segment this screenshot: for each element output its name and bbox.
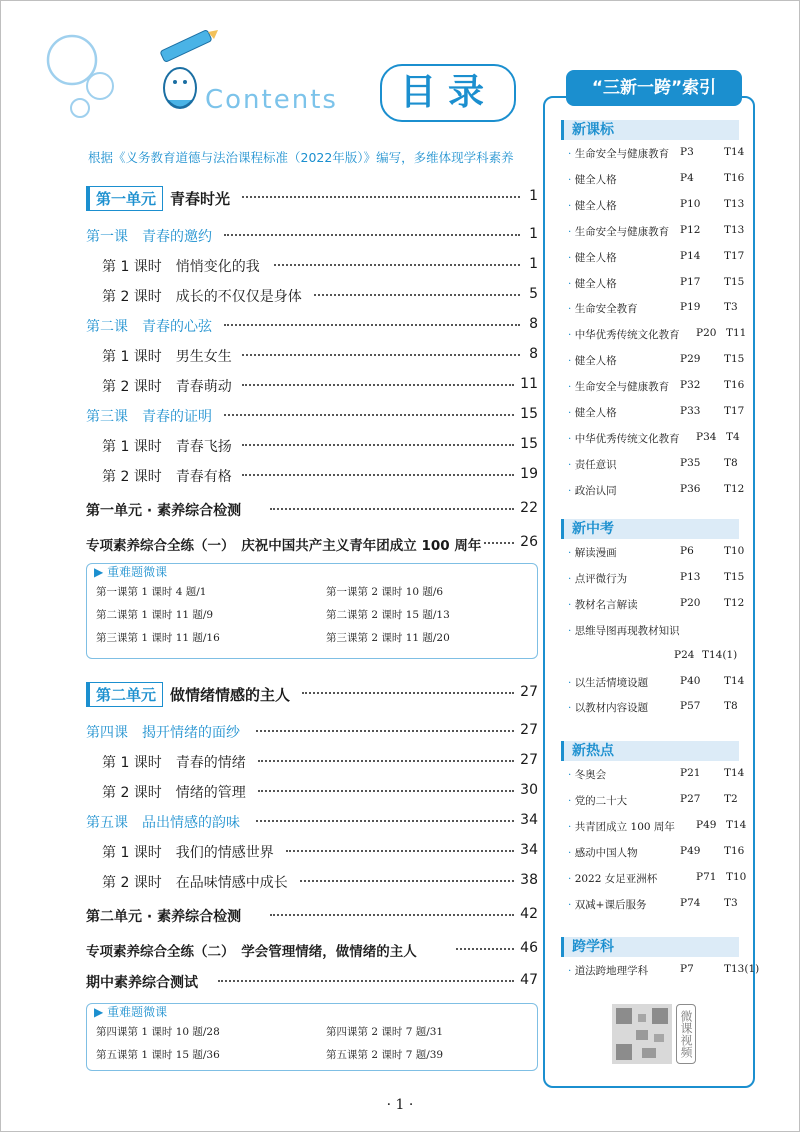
period-label: 第 1 课时 青春的情绪	[102, 755, 246, 771]
index-question: T17	[724, 249, 745, 262]
page-number: 15	[520, 406, 538, 422]
micro-lesson-item[interactable]: 第四课第 1 课时 10 题/28	[96, 1026, 220, 1038]
page-number: 11	[520, 376, 538, 392]
index-entry[interactable]	[568, 483, 744, 498]
index-entry[interactable]	[568, 198, 744, 213]
index-question: T13	[724, 197, 745, 210]
page-number: 1	[529, 256, 538, 272]
bullet-icon: ·	[568, 251, 575, 264]
toc-midterm[interactable]	[86, 972, 538, 992]
page-number: 46	[520, 940, 538, 956]
index-question: T10	[726, 870, 747, 883]
test-label: 第二单元 · 素养综合检测	[86, 909, 242, 925]
index-page: P36	[680, 482, 701, 495]
index-page: P35	[680, 456, 701, 469]
bullet-icon: ·	[568, 624, 575, 637]
index-entry[interactable]	[568, 700, 744, 715]
index-page: P21	[680, 767, 701, 779]
page-number: 22	[520, 500, 538, 516]
index-topic: 健全人格	[574, 173, 617, 186]
bullet-icon: ·	[568, 148, 575, 160]
unit-title: 做情绪情感的主人	[170, 686, 291, 704]
bullet-icon: ·	[568, 199, 575, 212]
bullet-icon: ·	[568, 355, 575, 368]
index-entry[interactable]	[568, 675, 744, 690]
index-question: T8	[724, 456, 738, 469]
bullet-icon: ·	[568, 329, 575, 342]
toc-lesson-3-period-1[interactable]	[102, 436, 538, 456]
qr-label: 微课视频	[676, 1004, 696, 1064]
toc-lesson-2[interactable]	[86, 316, 538, 336]
index-topic: 健全人格	[574, 407, 617, 419]
index-topic: 思维导图再现教材知识	[574, 624, 680, 637]
index-question: T17	[724, 405, 745, 417]
index-entry[interactable]	[568, 353, 744, 368]
period-label: 第 2 课时 情绪的管理	[102, 785, 246, 801]
index-page: P7	[680, 963, 694, 975]
index-entry[interactable]	[568, 405, 744, 420]
bullet-icon: ·	[568, 794, 575, 807]
index-question: T14(1)	[702, 648, 738, 661]
index-question: T2	[724, 792, 738, 805]
period-label: 第 1 课时 男生女生	[102, 349, 232, 365]
play-icon: ▶	[94, 565, 104, 579]
bullet-icon: ·	[568, 965, 575, 977]
index-topic: 中华优秀传统文化教育	[574, 432, 680, 445]
micro-lesson-item[interactable]: 第四课第 2 课时 7 题/31	[326, 1026, 444, 1038]
page-number: 8	[529, 346, 538, 362]
toc-lesson-4[interactable]	[86, 722, 538, 742]
bullet-icon: ·	[568, 303, 575, 316]
index-topic: 以生活情境设题	[574, 676, 649, 689]
index-question: T13	[724, 223, 745, 236]
index-entry[interactable]	[568, 870, 747, 886]
toc-lesson-1-period-1[interactable]	[102, 256, 538, 276]
lesson-label: 第四课 揭开情绪的面纱	[86, 725, 240, 741]
page-number: 27	[520, 722, 538, 738]
index-page: P34	[696, 430, 717, 443]
index-question: T3	[724, 896, 738, 909]
index-entry[interactable]	[568, 571, 744, 586]
micro-lesson-title: ▶ 重难题微课	[94, 565, 168, 579]
index-entry[interactable]	[568, 379, 744, 394]
index-entry[interactable]	[568, 276, 744, 291]
toc-lesson-1-period-2[interactable]	[102, 286, 538, 306]
bullet-icon: ·	[568, 484, 575, 497]
toc-special-1[interactable]	[86, 534, 538, 554]
index-entry[interactable]	[568, 301, 744, 316]
bullet-icon: ·	[568, 547, 575, 559]
index-page: P20	[696, 327, 717, 340]
index-page: P10	[680, 197, 701, 210]
index-question: T12	[724, 596, 745, 609]
section-header-new-hotspot: 新热点	[561, 741, 739, 761]
page-number: 8	[529, 316, 538, 332]
index-page: P49	[696, 818, 717, 831]
index-topic: 以教材内容设题	[574, 702, 649, 715]
page-title: 目录	[380, 64, 516, 122]
index-topic: 中华优秀传统文化教育	[574, 329, 680, 342]
index-topic: 解读漫画	[574, 547, 617, 559]
index-page: P6	[680, 545, 694, 557]
index-question: T16	[724, 844, 745, 857]
bullet-icon: ·	[568, 432, 575, 445]
index-topic: 教材名言解读	[574, 598, 638, 611]
index-topic: 生命安全教育	[574, 303, 638, 316]
contents-word: Contents	[205, 85, 338, 115]
section-header-new-exam: 新中考	[561, 519, 739, 539]
index-page: P24	[674, 648, 695, 661]
special-label: 专项素养综合全练（一） 庆祝中国共产主义青年团成立 100 周年	[86, 538, 482, 554]
toc-unit-1[interactable]	[86, 186, 538, 208]
toc-unit-1-test[interactable]	[86, 500, 538, 520]
test-label: 第一单元 · 素养综合检测	[86, 503, 242, 519]
toc-lesson-4-period-2[interactable]	[102, 782, 538, 802]
toc-lesson-5-period-1[interactable]	[102, 842, 538, 862]
page-number: 1	[529, 226, 538, 242]
period-label: 第 1 课时 悄悄变化的我	[102, 259, 260, 275]
toc-unit-2[interactable]	[86, 682, 538, 704]
toc-lesson-3-period-2[interactable]	[102, 466, 538, 486]
period-label: 第 1 课时 青春飞扬	[102, 439, 232, 455]
micro-lesson-item[interactable]: 第一课第 2 课时 10 题/6	[326, 586, 444, 598]
period-label: 第 2 课时 在品味情感中成长	[102, 875, 288, 891]
page-number: 5	[529, 286, 538, 302]
lesson-label: 第一课 青春的邀约	[86, 229, 212, 245]
index-page: P20	[680, 596, 701, 609]
unit-label: 第一单元	[86, 186, 163, 211]
index-entry[interactable]	[568, 431, 744, 446]
bullet-icon: ·	[568, 277, 575, 290]
index-entry[interactable]	[568, 146, 744, 161]
page-number: 30	[520, 782, 538, 798]
index-page: P14	[680, 249, 701, 262]
bullet-icon: ·	[568, 676, 575, 689]
bullet-icon: ·	[568, 702, 575, 715]
index-question: T14	[724, 146, 745, 158]
index-topic: 冬奥会	[574, 769, 607, 781]
page-number: 34	[520, 842, 538, 858]
page-number: 19	[520, 466, 538, 482]
micro-lesson-item[interactable]: 第五课第 2 课时 7 题/39	[326, 1049, 444, 1061]
index-entry[interactable]	[568, 327, 747, 342]
bullet-icon: ·	[568, 598, 575, 611]
index-entry[interactable]	[568, 597, 744, 612]
micro-lesson-item[interactable]: 第三课第 1 课时 11 题/16	[96, 632, 220, 644]
index-question: T15	[724, 353, 745, 366]
index-question: T16	[724, 171, 745, 184]
bullet-icon: ·	[568, 572, 575, 585]
toc-unit-2-test[interactable]	[86, 906, 538, 926]
index-question: T3	[724, 301, 738, 314]
index-topic: 点评微行为	[574, 572, 628, 585]
bullet-icon: ·	[568, 846, 575, 859]
index-entry[interactable]	[568, 457, 744, 472]
page-number: 38	[520, 872, 538, 888]
index-question: T11	[726, 327, 747, 340]
section-header-new-curriculum: 新课标	[561, 120, 739, 140]
bullet-icon: ·	[568, 820, 575, 833]
toc-lesson-5[interactable]	[86, 812, 538, 832]
play-icon: ▶	[94, 1005, 104, 1019]
index-entry[interactable]	[568, 845, 744, 860]
unit-label: 第二单元	[86, 682, 163, 707]
toc-special-2[interactable]	[86, 940, 538, 960]
index-page: P49	[680, 844, 701, 857]
index-entry[interactable]	[568, 623, 744, 638]
index-page: P12	[680, 223, 701, 236]
index-entry[interactable]	[568, 250, 744, 265]
index-topic: 健全人格	[574, 355, 617, 368]
micro-lesson-item[interactable]: 第一课第 1 课时 4 题/1	[96, 586, 207, 598]
index-question: T8	[724, 700, 738, 713]
special-label: 专项素养综合全练（二） 学会管理情绪，做情绪的主人	[86, 944, 417, 960]
index-topic: 共青团成立 100 周年	[574, 820, 675, 833]
index-entry[interactable]	[568, 767, 744, 782]
index-page: P19	[680, 301, 701, 314]
subtitle: 根据《义务教育道德与法治课程标准（2022年版）》编写，多维体现学科素养	[88, 150, 514, 165]
page-number: 47	[520, 972, 538, 988]
index-topic: 责任意识	[574, 458, 617, 471]
index-question: T13(1)	[724, 963, 760, 975]
index-topic: 双减+课后服务	[574, 898, 647, 911]
index-page: P71	[696, 870, 717, 883]
sidebar-title: “三新一跨”索引	[566, 70, 742, 106]
index-page: P13	[680, 570, 701, 583]
index-entry[interactable]	[568, 224, 744, 239]
qr-code-icon[interactable]	[612, 1004, 672, 1064]
micro-lesson-item[interactable]: 第二课第 2 课时 15 题/13	[326, 609, 450, 621]
lesson-label: 第二课 青春的心弦	[86, 319, 212, 335]
index-topic: 感动中国人物	[574, 846, 638, 859]
toc-lesson-3[interactable]	[86, 406, 538, 426]
index-page: P27	[680, 792, 701, 805]
index-page: P40	[680, 674, 701, 687]
index-topic: 健全人格	[574, 251, 617, 264]
index-topic: 生命安全与健康教育	[574, 148, 670, 160]
index-entry[interactable]	[568, 897, 744, 912]
page-number: 27	[520, 684, 538, 700]
index-topic: 党的二十大	[574, 794, 628, 807]
test-label: 期中素养综合测试	[86, 975, 198, 991]
bullet-icon: ·	[568, 381, 575, 394]
lesson-label: 第三课 青春的证明	[86, 409, 212, 425]
unit-title: 青春时光	[170, 190, 231, 208]
index-question: T16	[724, 379, 745, 392]
toc-lesson-1[interactable]	[86, 226, 538, 246]
index-topic: 道法跨地理学科	[574, 965, 649, 977]
page-number: 15	[520, 436, 538, 452]
index-page: P33	[680, 405, 701, 417]
page-number: 1	[529, 188, 538, 204]
index-entry[interactable]	[568, 172, 744, 187]
index-page: P57	[680, 700, 701, 713]
index-page: P29	[680, 353, 701, 366]
index-page: P32	[680, 379, 701, 392]
bullet-icon: ·	[568, 872, 575, 885]
index-question: T15	[724, 570, 745, 583]
bullet-icon: ·	[568, 407, 575, 419]
index-page: P3	[680, 146, 694, 158]
index-page: P17	[680, 275, 701, 288]
index-topic: 健全人格	[574, 199, 617, 212]
index-page: P4	[680, 171, 694, 184]
section-header-interdisciplinary: 跨学科	[561, 937, 739, 957]
index-entry[interactable]	[568, 963, 760, 978]
page-number: 27	[520, 752, 538, 768]
index-entry[interactable]	[568, 793, 744, 808]
index-topic: 生命安全与健康教育	[574, 381, 670, 394]
index-question: T12	[724, 482, 745, 495]
page-number-footer: · 1 ·	[386, 1097, 414, 1113]
page-number: 26	[520, 534, 538, 550]
index-page: P74	[680, 896, 701, 909]
period-label: 第 1 课时 我们的情感世界	[102, 845, 274, 861]
index-topic: 政治认同	[574, 484, 617, 497]
index-question: T10	[724, 545, 745, 557]
index-topic: 健全人格	[574, 277, 617, 290]
period-label: 第 2 课时 青春有格	[102, 469, 232, 485]
lesson-label: 第五课 品出情感的韵味	[86, 815, 240, 831]
index-question: T4	[726, 430, 740, 443]
bullet-icon: ·	[568, 173, 575, 186]
bullet-icon: ·	[568, 225, 575, 238]
index-entry[interactable]	[568, 818, 747, 834]
micro-lesson-item[interactable]: 第二课第 1 课时 11 题/9	[96, 609, 214, 621]
toc-lesson-2-period-2[interactable]	[102, 376, 538, 396]
micro-lesson-title: ▶ 重难题微课	[94, 1005, 168, 1019]
period-label: 第 2 课时 成长的不仅仅是身体	[102, 289, 302, 305]
index-question: T14	[726, 818, 747, 831]
page-number: 34	[520, 812, 538, 828]
index-entry[interactable]	[568, 545, 744, 560]
index-question: T14	[724, 767, 745, 779]
bullet-icon: ·	[568, 769, 575, 781]
index-topic: 生命安全与健康教育	[574, 225, 670, 238]
toc-lesson-5-period-2[interactable]	[102, 872, 538, 892]
bullet-icon: ·	[568, 898, 575, 911]
period-label: 第 2 课时 青春萌动	[102, 379, 232, 395]
toc-lesson-4-period-1[interactable]	[102, 752, 538, 772]
index-question: T15	[724, 275, 745, 288]
toc-lesson-2-period-1[interactable]	[102, 346, 538, 366]
micro-lesson-item[interactable]: 第五课第 1 课时 15 题/36	[96, 1049, 220, 1061]
bullet-icon: ·	[568, 458, 575, 471]
micro-lesson-item[interactable]: 第三课第 2 课时 11 题/20	[326, 632, 450, 644]
index-topic: 2022 女足亚洲杯	[574, 872, 658, 885]
index-question: T14	[724, 674, 745, 687]
page-number: 42	[520, 906, 538, 922]
